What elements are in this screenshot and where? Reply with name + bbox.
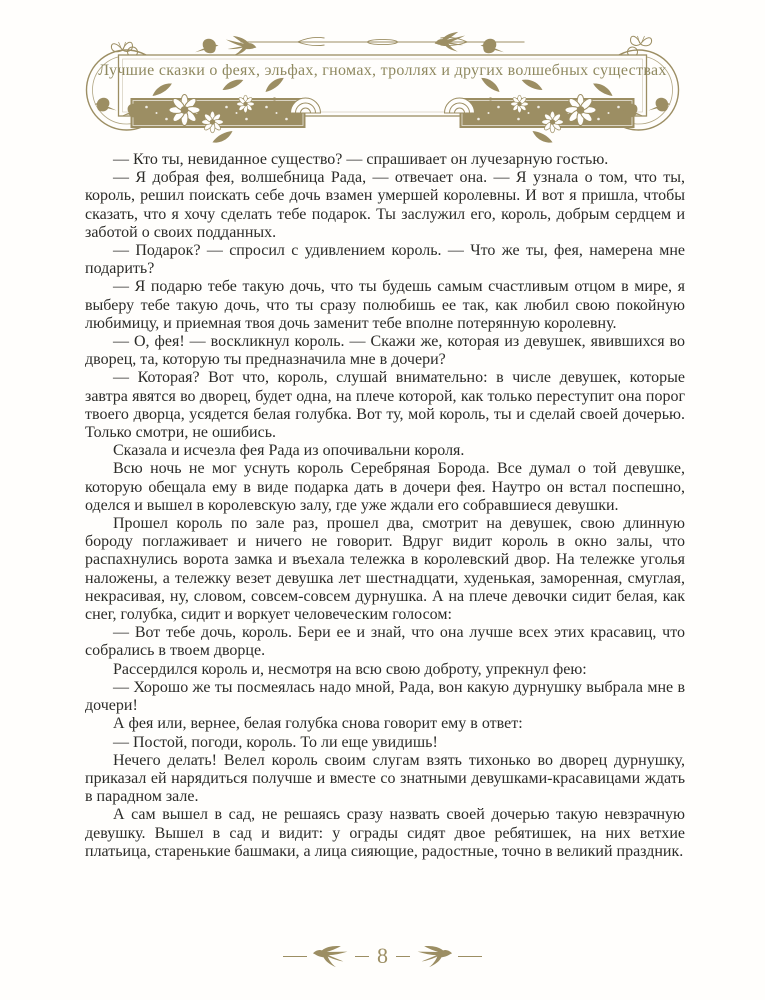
footer-rule — [283, 956, 307, 957]
story-paragraph: — Кто ты, невиданное существо? — спрашивает он лучезарную гостью. — [113, 151, 609, 168]
book-title: Лучшие сказки о феях, эльфах, гномах, троллях и других волшебных существах — [98, 62, 667, 79]
story-text — [85, 151, 685, 861]
story-paragraph: — Я добрая фея, волшебница Рада, — отвечает она. — Я узнала о том, что ты, король, решил поискать себе дочь взамен умершей королевны. И вот я пришла, чтобы сказать, что я хочу сделать тебе подарок. Ты заслужил его, король, добрым сердцем и заботой о своих подданных. — [85, 169, 685, 241]
story-paragraph: — Я подарю тебе такую дочь, что ты будешь самым счастливым отцом в мире, я выберу тебе такую дочь, что ты сразу полюбишь ее так, как любил свою покойную любимицу, и приемная твоя дочь заменит тебе вполне потерянную королевну. — [85, 278, 685, 332]
footer-swallow-left-icon — [312, 945, 350, 968]
story-paragraph: А фея или, вернее, белая голубка снова говорит ему в ответ: — [113, 715, 523, 733]
center-flourish — [241, 37, 525, 45]
perched-bird-icon — [195, 39, 218, 53]
story-paragraph: Сказала и исчезла фея Рада из опочивальни короля. — [113, 442, 465, 460]
chapter-header — [82, 24, 683, 150]
story-paragraph: — Хорошо же ты посмеялась надо мной, Рада, вон какую дурнушку выбрала мне в дочери! — [85, 678, 685, 715]
story-paragraph: А сам вышел в сад, не решаясь сразу назвать своей дочерью такую невзрачную девушку. Вышел в сад и видит: у ограды сидят двое ребятишек, на них ветхие платьица, старенькие башмаки, а лица сияющие, радостные, точно в великий праздник. — [85, 806, 685, 860]
perched-bird-icon — [481, 39, 504, 53]
story-paragraph: — Постой, погоди, король. То ли еще увидишь! — [113, 733, 438, 751]
story-paragraph: — Которая? Вот что, король, слушай внимательно: в числе девушек, которые завтра явятся во дворец, будет одна, на плече которой, как только переступит она порог твоего дворца, усядется белая голубка. Вот ту, мой король, ты и сделай своей дочерью. Только смотри, не ошибись. — [85, 369, 685, 442]
story-paragraph: — Вот тебе дочь, король. Бери ее и знай, что она лучше всех этих красавиц, что собрались в твоем дворце. — [85, 624, 685, 660]
page-number: 8 — [377, 943, 388, 968]
story-paragraph: Всю ночь не мог уснуть король Серебряная Борода. Все думал о той девушке, которую обещала ему в виде подарка дать в дочери фея. Наутро он встал поспешно, оделся и вышел в королевскую залу, где уже ждали его собравшиеся девушки. — [85, 460, 685, 514]
story-paragraph: — О, фея! — воскликнул король. — Скажи же, которая из девушек, явившихся во дворец, та, которую ты предназначила мне в дочери? — [85, 333, 685, 369]
story-paragraph: Рассердился король и, несмотря на всю свою доброту, упрекнул фею: — [113, 660, 587, 678]
story-paragraph: — Подарок? — спросил с удивлением король. — Что же ты, фея, намерена мне подарить? — [85, 242, 685, 278]
story-paragraph: Прошел король по зале раз, прошел два, смотрит на девушек, свою длинную бороду поглаживает и ничего не говорит. Вдруг видит король в окно залы, что распахнулись ворота замка и въехала тележка в королевский двор. На тележке уголья наложены, а тележку везет девушка лет шестнадцати, худенькая, заморенная, смуглая, некрасивая, ну, словом, совсем-совсем дурнушка. А на плече девочки сидит белая, как снег, голубка, сидит и воркует человеческим голосом: — [85, 515, 685, 624]
butterfly-icon — [631, 36, 652, 46]
footer-swallow-right-icon — [415, 945, 453, 968]
header-ornament-graphic — [82, 24, 683, 150]
footer-rule — [396, 956, 410, 957]
page-footer — [0, 940, 765, 972]
footer-rule — [458, 956, 482, 957]
story-paragraph: Нечего делать! Велел король своим слугам взять тихонько во дворец дурнушку, приказал ей нарядиться получше и вместе со знатными девушками-красавицами ждать в парадном зале. — [85, 751, 685, 806]
footer-rule — [355, 956, 369, 957]
